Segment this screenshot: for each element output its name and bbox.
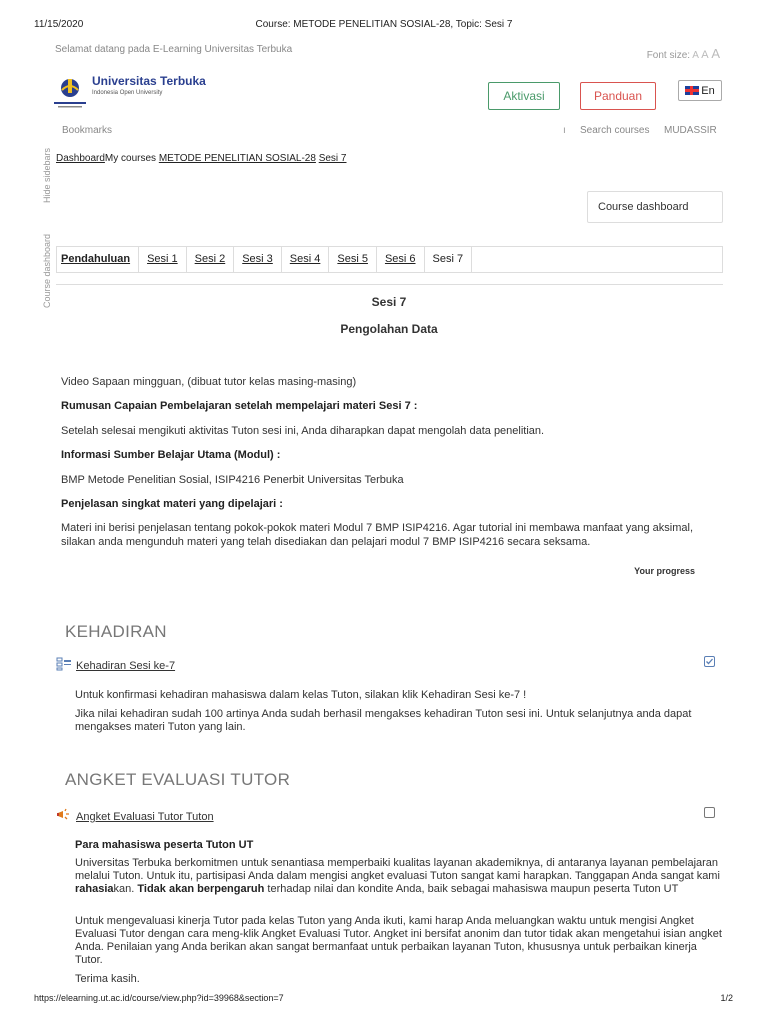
cp-heading-text: Rumusan Capaian Pembelajaran setelah mempelajari materi Sesi 7 : [61, 400, 418, 412]
source-heading-text: Informasi Sumber Belajar Utama (Modul) : [61, 449, 281, 461]
search-courses-link[interactable]: Search courses [580, 125, 650, 136]
angket-paragraph-1 [75, 857, 725, 896]
tab-sesi-5[interactable]: Sesi 5 [329, 247, 377, 272]
kehadiran-link[interactable]: Kehadiran Sesi ke-7 [76, 659, 176, 672]
section-tabs [56, 246, 723, 273]
font-medium-button[interactable]: A [701, 49, 709, 61]
uk-flag-icon [685, 86, 699, 95]
language-button[interactable] [678, 80, 722, 101]
cp-text: Setelah selesai mengikuti aktivitas Tuton sesi ini, Anda diharapkan dapat mengolah data penelitian. [61, 425, 545, 437]
materi-heading-text: Penjelasan singkat materi yang dipelajari : [61, 498, 283, 510]
angket-p1-b: kan. [113, 883, 138, 895]
attendance-icon [56, 657, 72, 674]
angket-para-heading-text: Para mahasiswa peserta Tuton UT [75, 839, 254, 851]
site-logo[interactable] [50, 74, 206, 112]
feedback-megaphone-icon [56, 808, 72, 825]
logo-name: Universitas Terbuka [92, 74, 206, 88]
angket-paragraph-2: Untuk mengevaluasi kinerja Tutor pada kelas Tuton yang Anda ikuti, kami harap Anda meluangkan waktu untuk mengisi Angket Evaluasi Tutor dengan cara meng-klik Angket Evaluasi Tutor. Angket ini bersifat anonim dan tutor tidak akan mengetahui isian angket Anda. Penilaian yang Anda berikan akan sangat bermanfaat untuk perbaikan layanan Tuton, khususnya untuk perbaikan kinerja Tutor. [75, 915, 722, 966]
session-subtitle: Pengolahan Data [340, 322, 438, 336]
breadcrumb [56, 153, 347, 164]
font-small-button[interactable]: A [692, 50, 699, 61]
language-label: En [701, 84, 715, 97]
welcome-text: Selamat datang pada E-Learning Universitas Terbuka [55, 44, 293, 55]
print-title: Course: METODE PENELITIAN SOSIAL-28, Topic: Sesi 7 [255, 19, 513, 30]
font-size-control [647, 46, 720, 61]
angket-p1-bold1: rahasia [75, 883, 114, 895]
tab-pendahuluan[interactable]: Pendahuluan [57, 247, 139, 272]
breadcrumb-course[interactable]: METODE PENELITIAN SOSIAL-28 [158, 153, 316, 164]
source-text: BMP Metode Penelitian Sosial, ISIP4216 Penerbit Universitas Terbuka [61, 474, 404, 486]
tab-sesi-4[interactable]: Sesi 4 [282, 247, 330, 272]
hide-sidebars-toggle[interactable]: Hide sidebars [42, 147, 52, 203]
tab-sesi-1[interactable]: Sesi 1 [139, 247, 187, 272]
print-footer-page: 1/2 [720, 993, 733, 1003]
course-dashboard-button[interactable]: Course dashboard [587, 191, 723, 223]
aktivasi-button[interactable]: Aktivasi [488, 82, 560, 110]
completion-checked-icon[interactable] [704, 656, 715, 667]
course-dashboard-side-toggle[interactable]: Course dashboard [42, 233, 52, 308]
video-text: Video Sapaan mingguan, (dibuat tutor kelas masing-masing) [61, 376, 357, 388]
tab-sesi-3[interactable]: Sesi 3 [234, 247, 282, 272]
your-progress-label: Your progress [634, 566, 695, 576]
bookmarks-link[interactable]: Bookmarks [62, 125, 113, 136]
angket-activity[interactable] [56, 808, 214, 825]
angket-p1-bold2: Tidak akan berpengaruh [137, 883, 265, 895]
kehadiran-text-2: Jika nilai kehadiran sudah 100 artinya Anda sudah berhasil mengakses kehadiran Tuton sesi ini. Untuk selanjutnya anda dapat mengakses materi Tuton yang lain. [75, 708, 692, 733]
breadcrumb-my-courses[interactable]: My courses [104, 153, 157, 164]
tab-sesi-2[interactable]: Sesi 2 [187, 247, 235, 272]
user-menu[interactable]: MUDASSIR [664, 125, 717, 136]
angket-thanks: Terima kasih. [75, 973, 140, 985]
angket-p1-c: terhadap nilai dan kondite Anda, baik sebagai mahasiswa maupun peserta Tuton UT [264, 883, 679, 895]
print-footer-url: https://elearning.ut.ac.id/course/view.php?id=39968&section=7 [34, 993, 284, 1003]
tabs-divider [56, 284, 723, 285]
nav-separator: ı [563, 125, 566, 136]
ut-logo-icon [50, 74, 90, 112]
angket-para-heading [75, 839, 725, 852]
cp-heading [61, 399, 731, 413]
kehadiran-activity[interactable] [56, 657, 175, 674]
font-large-button[interactable]: A [711, 46, 720, 61]
angket-p1-a: Universitas Terbuka berkomitmen untuk senantiasa memperbaiki kualitas layanan akademiknya, di antaranya layanan pembelajaran melalui Tuton. Untuk itu, partisipasi Anda dalam mengisi angket evaluasi Tuton sangat kami harapkan. Tanggapan Anda sangat kami [75, 857, 720, 882]
completion-empty-icon[interactable] [704, 807, 715, 818]
font-size-label: Font size: [646, 50, 691, 61]
materi-heading [61, 497, 731, 511]
breadcrumb-topic[interactable]: Sesi 7 [318, 153, 347, 164]
materi-text: Materi ini berisi penjelasan tentang pokok-pokok materi Modul 7 BMP ISIP4216. Agar tutorial ini membawa manfaat yang aksimal, silakan anda mengunduh materi yang telah disediakan dan pelajari modul 7 BMP ISIP4216 secara seksama. [61, 522, 694, 548]
session-title: Sesi 7 [371, 295, 407, 309]
logo-subtitle: Indonesia Open University [92, 90, 163, 96]
kehadiran-text-1: Untuk konfirmasi kehadiran mahasiswa dalam kelas Tuton, silakan klik Kehadiran Sesi ke-7 ! [75, 689, 527, 701]
tab-sesi-6[interactable]: Sesi 6 [377, 247, 425, 272]
panduan-button[interactable]: Panduan [580, 82, 656, 110]
breadcrumb-dashboard[interactable]: Dashboard [56, 153, 105, 164]
angket-heading: ANGKET EVALUASI TUTOR [65, 770, 291, 789]
kehadiran-heading: KEHADIRAN [65, 622, 167, 641]
angket-link[interactable]: Angket Evaluasi Tutor Tuton [76, 810, 214, 823]
tab-sesi-7[interactable]: Sesi 7 [425, 247, 473, 272]
source-heading [61, 448, 731, 462]
print-date: 11/15/2020 [34, 19, 84, 30]
